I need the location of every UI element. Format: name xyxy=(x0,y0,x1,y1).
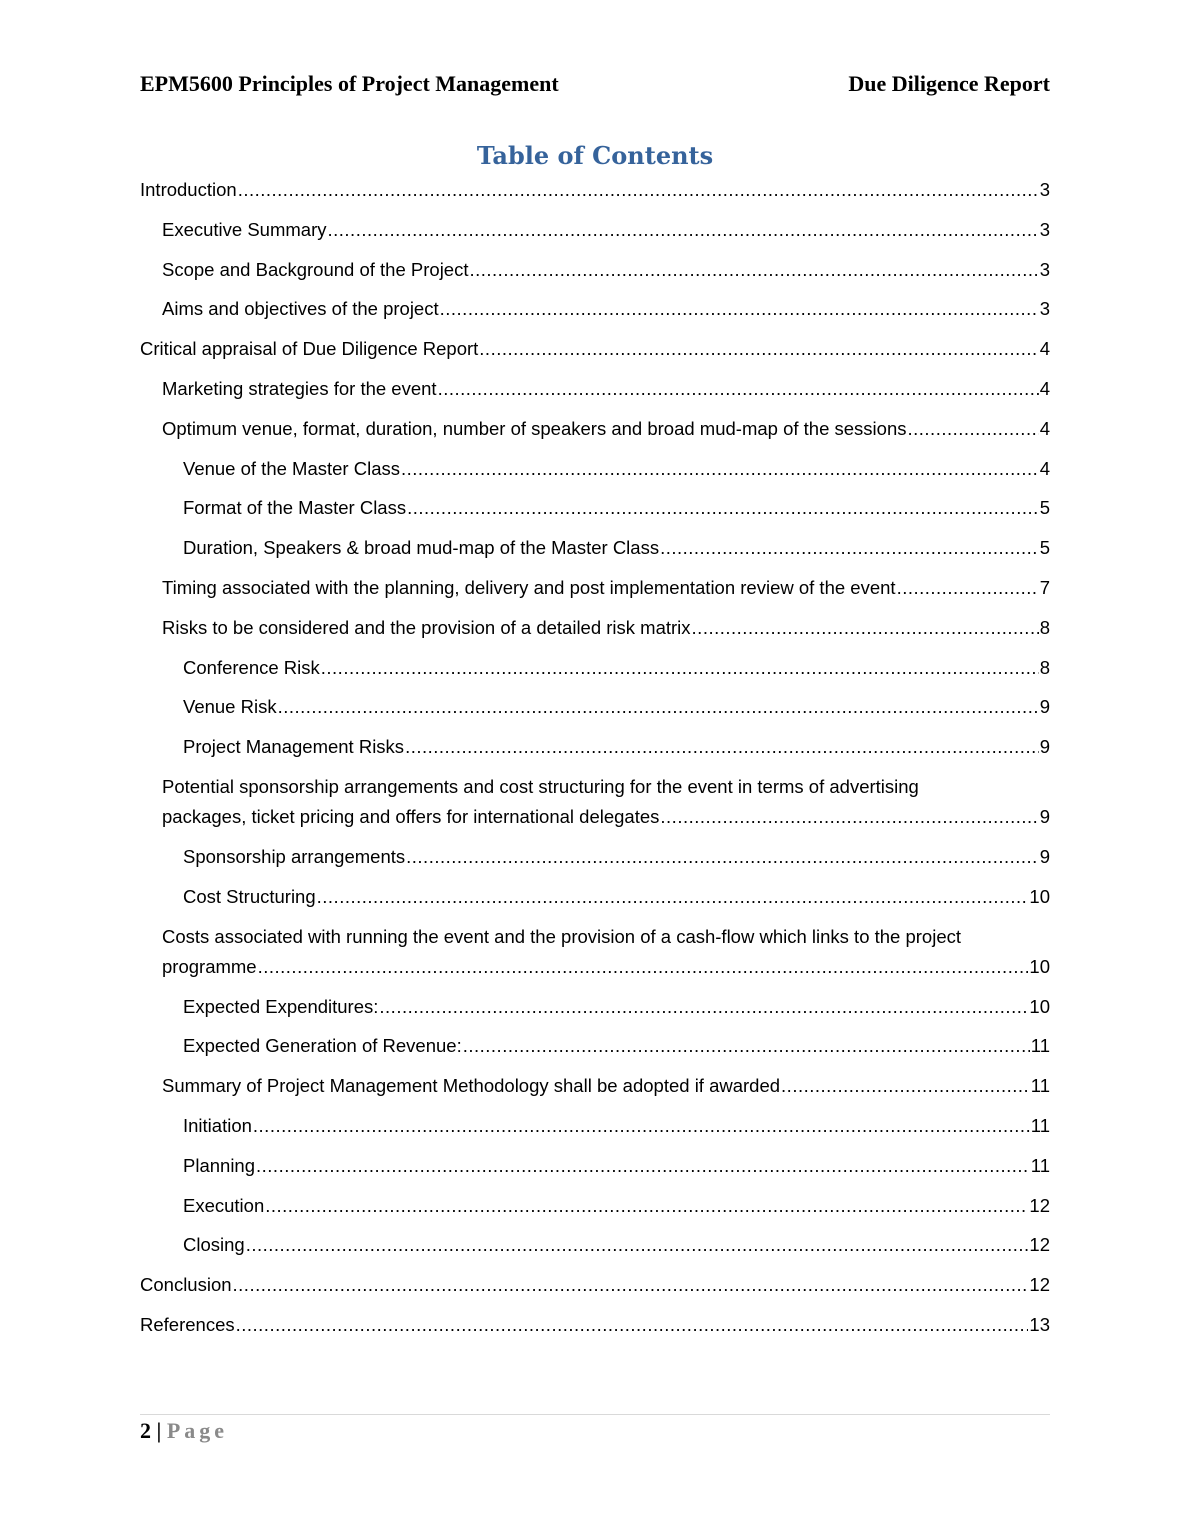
footer-page-label: Page xyxy=(166,1418,229,1443)
toc-leader-dots xyxy=(897,573,1039,603)
toc-entry-page: 5 xyxy=(1039,537,1050,559)
toc-leader-dots xyxy=(233,1270,1029,1300)
toc-entry-optimum-venue[interactable] xyxy=(140,414,1050,454)
toc-entry-duration-speakers[interactable] xyxy=(140,533,1050,573)
toc-leader-dots xyxy=(256,1151,1030,1181)
toc-entry-critical-appraisal[interactable] xyxy=(140,334,1050,374)
toc-entry-text: Closing xyxy=(183,1234,245,1256)
toc-entry-page: 11 xyxy=(1030,1035,1050,1057)
toc-entry-page: 9 xyxy=(1039,736,1050,758)
page-header xyxy=(140,70,1050,98)
toc-entry-page: 8 xyxy=(1039,616,1050,638)
toc-entry-text: References xyxy=(140,1313,235,1335)
toc-entry-page: 5 xyxy=(1039,497,1050,519)
toc-entry-page: 7 xyxy=(1039,576,1050,598)
toc-entry-text: Planning xyxy=(183,1154,256,1176)
footer-page-number: 2 xyxy=(140,1418,151,1443)
toc-entry-text-line2: packages, ticket pricing and offers for international delegates xyxy=(162,805,660,827)
toc-entry-page: 9 xyxy=(1039,845,1050,867)
toc-entry-text: Scope and Background of the Project xyxy=(162,258,469,280)
toc-entry-page: 12 xyxy=(1029,1274,1050,1296)
toc-entry-text: Initiation xyxy=(183,1114,252,1136)
toc-entry-text: Format of the Master Class xyxy=(183,497,407,519)
toc-entry-page: 12 xyxy=(1029,1194,1050,1216)
toc-leader-dots xyxy=(328,215,1039,245)
toc-leader-dots xyxy=(781,1071,1030,1101)
toc-entry-page: 4 xyxy=(1039,377,1050,399)
toc-leader-dots xyxy=(463,1031,1030,1061)
toc-entry-page: 3 xyxy=(1039,258,1050,280)
toc-entry-text: Introduction xyxy=(140,179,237,200)
toc-entry-text: Conclusion xyxy=(140,1274,232,1296)
toc-entry-text: Cost Structuring xyxy=(183,885,316,907)
toc-entry-page: 4 xyxy=(1039,457,1050,479)
toc-entry-page: 12 xyxy=(1029,1234,1050,1256)
toc-leader-dots xyxy=(253,1111,1030,1141)
toc-leader-dots xyxy=(379,992,1028,1022)
toc-entry-pm-methodology[interactable] xyxy=(140,1071,1050,1111)
toc-leader-dots xyxy=(406,842,1039,872)
toc-entry-risks[interactable] xyxy=(140,613,1050,653)
toc-entry-page: 10 xyxy=(1029,995,1050,1017)
toc-entry-scope-background[interactable] xyxy=(140,255,1050,295)
toc-entry-expected-expenditures[interactable] xyxy=(140,992,1050,1032)
toc-entry-text: Conference Risk xyxy=(183,656,320,678)
toc-entry-text: Critical appraisal of Due Diligence Report xyxy=(140,338,479,360)
toc-entry-planning[interactable] xyxy=(140,1151,1050,1191)
toc-entry-text: Venue of the Master Class xyxy=(183,457,400,479)
toc-entry-venue-risk[interactable] xyxy=(140,692,1050,732)
toc-entry-introduction[interactable] xyxy=(140,175,1050,215)
toc-leader-dots xyxy=(438,374,1039,404)
toc-entry-text: Executive Summary xyxy=(162,218,327,240)
toc-entry-page: 4 xyxy=(1039,417,1050,439)
toc-entry-pm-risks[interactable] xyxy=(140,732,1050,772)
toc-entry-text: Sponsorship arrangements xyxy=(183,845,406,867)
toc-entry-executive-summary[interactable] xyxy=(140,215,1050,255)
toc-entry-costs-cashflow[interactable] xyxy=(140,922,1050,992)
header-report-title: Due Diligence Report xyxy=(848,71,1050,96)
toc-entry-sponsorship-arrangements[interactable] xyxy=(140,842,1050,882)
toc-leader-dots xyxy=(236,1310,1029,1340)
toc-entry-format-master-class[interactable] xyxy=(140,493,1050,533)
toc-entry-cost-structuring[interactable] xyxy=(140,882,1050,922)
toc-entry-text-line1: Potential sponsorship arrangements and cost structuring for the event in terms of advertising xyxy=(162,775,919,797)
toc-leader-dots xyxy=(278,692,1039,722)
toc-entry-aims-objectives[interactable] xyxy=(140,294,1050,334)
toc-entry-page: 9 xyxy=(1039,805,1050,827)
toc-leader-dots xyxy=(321,653,1039,683)
toc-entry-sponsorship-cost[interactable] xyxy=(140,772,1050,842)
toc-leader-dots xyxy=(407,493,1039,523)
toc-entry-page: 3 xyxy=(1039,218,1050,240)
toc-leader-dots xyxy=(660,802,1038,832)
toc-entry-page: 9 xyxy=(1039,696,1050,718)
table-of-contents xyxy=(140,175,1050,1350)
toc-leader-dots xyxy=(401,454,1039,484)
toc-entry-page: 10 xyxy=(1029,955,1050,977)
toc-leader-dots xyxy=(317,882,1029,912)
toc-entry-text: Duration, Speakers & broad mud-map of the Master Class xyxy=(183,537,660,559)
toc-entry-text: Expected Expenditures: xyxy=(183,995,379,1017)
toc-entry-text: Optimum venue, format, duration, number of speakers and broad mud-map of the sessions xyxy=(162,417,907,439)
toc-leader-dots xyxy=(469,255,1038,285)
toc-entry-text: Risks to be considered and the provision of a detailed risk matrix xyxy=(162,616,691,638)
toc-entry-page: 11 xyxy=(1030,1154,1050,1176)
toc-leader-dots xyxy=(405,732,1039,762)
toc-entry-page: 13 xyxy=(1029,1313,1050,1335)
toc-entry-page: 10 xyxy=(1029,885,1050,907)
toc-entry-timing[interactable] xyxy=(140,573,1050,613)
toc-leader-dots xyxy=(692,613,1039,643)
toc-entry-page: 11 xyxy=(1030,1114,1050,1136)
toc-entry-venue-master-class[interactable] xyxy=(140,454,1050,494)
page-footer xyxy=(140,1416,228,1446)
toc-title: Table of Contents xyxy=(476,141,714,170)
toc-entry-expected-revenue[interactable] xyxy=(140,1031,1050,1071)
toc-entry-text: Summary of Project Management Methodology shall be adopted if awarded xyxy=(162,1075,781,1097)
header-course-title: EPM5600 Principles of Project Management xyxy=(140,71,559,96)
toc-leader-dots xyxy=(265,1191,1028,1221)
toc-leader-dots xyxy=(908,414,1039,444)
toc-entry-page: 11 xyxy=(1030,1075,1050,1097)
toc-leader-dots xyxy=(440,294,1039,324)
toc-entry-closing[interactable] xyxy=(140,1230,1050,1270)
toc-entry-references[interactable] xyxy=(140,1310,1050,1350)
toc-entry-conclusion[interactable] xyxy=(140,1270,1050,1310)
toc-entry-text: Venue Risk xyxy=(183,696,277,718)
toc-entry-page: 3 xyxy=(1039,298,1050,320)
toc-entry-marketing-strategies[interactable] xyxy=(140,374,1050,414)
toc-leader-dots xyxy=(258,952,1029,982)
toc-entry-page: 3 xyxy=(1039,179,1050,200)
toc-leader-dots xyxy=(246,1230,1029,1260)
toc-entry-initiation[interactable] xyxy=(140,1111,1050,1151)
toc-entry-text-line2: programme xyxy=(162,955,257,977)
footer-separator: | xyxy=(156,1418,162,1443)
toc-entry-text: Timing associated with the planning, delivery and post implementation review of the event xyxy=(162,576,896,598)
toc-leader-dots xyxy=(238,175,1039,205)
toc-entry-text: Marketing strategies for the event xyxy=(162,377,437,399)
toc-leader-dots xyxy=(660,533,1039,563)
toc-entry-execution[interactable] xyxy=(140,1191,1050,1231)
footer-divider xyxy=(140,1414,1050,1415)
toc-leader-dots xyxy=(479,334,1038,364)
toc-entry-text-line1: Costs associated with running the event and the provision of a cash-flow which links to the project xyxy=(162,925,962,947)
toc-entry-conference-risk[interactable] xyxy=(140,653,1050,693)
toc-entry-page: 8 xyxy=(1039,656,1050,678)
toc-entry-text: Aims and objectives of the project xyxy=(162,298,439,320)
toc-entry-text: Execution xyxy=(183,1194,265,1216)
toc-entry-text: Expected Generation of Revenue: xyxy=(183,1035,462,1057)
toc-entry-text: Project Management Risks xyxy=(183,736,405,758)
toc-entry-page: 4 xyxy=(1039,338,1050,360)
